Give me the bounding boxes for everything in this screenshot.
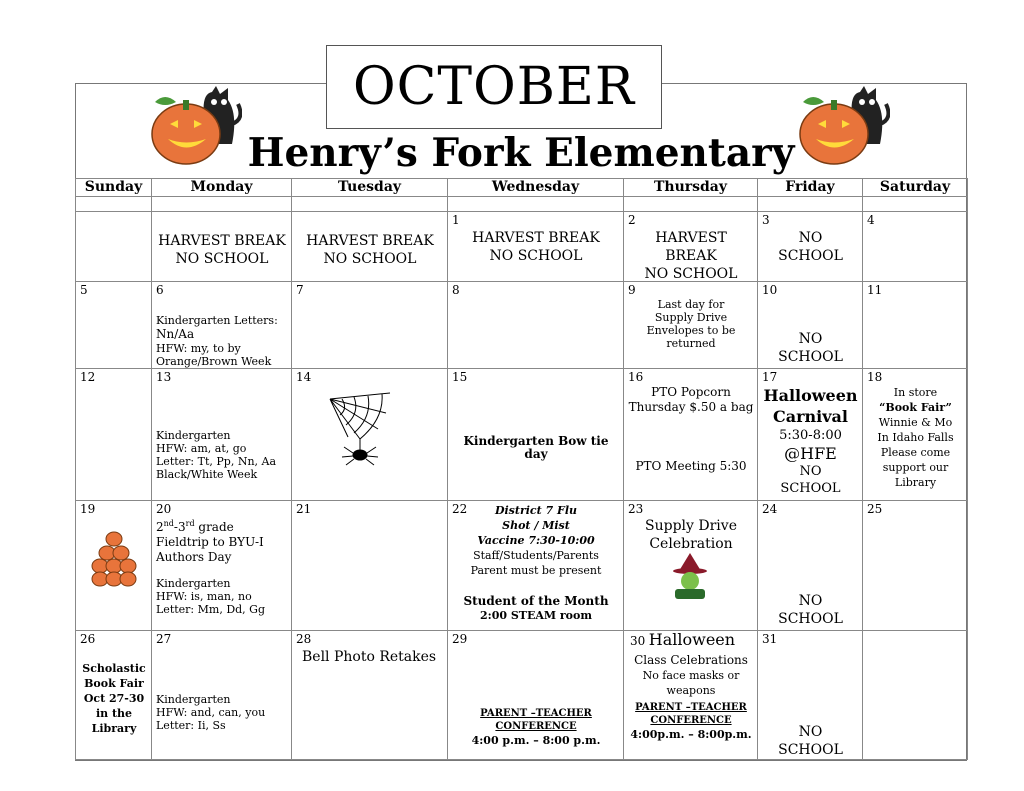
weekday-sunday: Sunday — [76, 179, 152, 197]
day-cell-empty — [863, 631, 968, 760]
day-cell — [152, 282, 292, 369]
event-text: NO — [798, 593, 823, 609]
day-cell — [76, 369, 152, 501]
day-number: 28 — [296, 632, 312, 646]
event-text: Kindergarten Bow tie day — [463, 434, 609, 461]
month-title-box — [326, 45, 662, 129]
day-number: 26 — [80, 632, 96, 646]
event-text: NO SCHOOL — [644, 266, 738, 282]
witch-icon — [669, 553, 711, 599]
day-number: 22 — [452, 502, 468, 516]
event-text: @HFE — [784, 444, 837, 463]
event-text: SCHOOL — [778, 248, 843, 264]
week-row — [76, 631, 968, 760]
day-number: 27 — [156, 632, 172, 646]
event-text: SCHOOL — [780, 481, 841, 496]
day-number: 20 — [156, 502, 172, 516]
event-text: Student of the Month — [463, 594, 609, 608]
day-cell — [76, 631, 152, 760]
event-text: Book Fair — [84, 677, 144, 690]
day-number: 2 — [628, 213, 636, 227]
day-number: 10 — [762, 283, 778, 297]
day-cell — [152, 631, 292, 760]
weekday-thursday: Thursday — [624, 179, 758, 197]
day-cell — [758, 212, 863, 282]
event-text: in the — [95, 707, 133, 720]
event-text: Fieldtrip to BYU-I — [156, 535, 264, 549]
event-text: 2nd-3rd grade — [156, 519, 234, 534]
day-number: 12 — [80, 370, 96, 384]
event-text: 4:00p.m. – 8:00p.m. — [630, 728, 752, 741]
event-text: PTO Meeting 5:30 — [635, 459, 747, 473]
event-text: HFW: my, to by — [156, 342, 241, 355]
event-text: Shot / Mist — [502, 519, 570, 532]
day-cell — [448, 501, 624, 631]
day-cell — [758, 501, 863, 631]
event-text: SCHOOL — [778, 349, 843, 365]
event-text: Letter: Mm, Dd, Gg — [156, 603, 265, 616]
event-text: In store — [893, 386, 938, 399]
pumpkin-stack-icon — [90, 529, 138, 587]
event-title: Halloween — [763, 386, 858, 405]
day-cell — [863, 212, 968, 282]
weekday-tuesday: Tuesday — [292, 179, 448, 197]
weekday-monday: Monday — [152, 179, 292, 197]
day-cell — [448, 212, 624, 282]
day-number: 25 — [867, 502, 883, 516]
day-cell — [758, 282, 863, 369]
event-text: returned — [666, 337, 716, 350]
day-cell — [152, 212, 292, 282]
event-text: HFW: is, man, no — [156, 590, 252, 603]
weekday-header-row — [76, 179, 968, 197]
day-cell — [863, 282, 968, 369]
day-number: 16 — [628, 370, 644, 384]
event-text: Kindergarten — [156, 693, 231, 706]
week-row — [76, 212, 968, 282]
day-cell — [292, 282, 448, 369]
event-text: Authors Day — [156, 550, 232, 564]
event-text: Scholastic — [82, 662, 146, 675]
event-text: weapons — [666, 684, 716, 697]
day-number: 18 — [867, 370, 883, 384]
event-text: Thursday $.50 a bag — [628, 400, 754, 414]
event-text: HARVEST — [655, 230, 727, 246]
event-text: Class Celebrations — [634, 653, 748, 667]
day-number: 13 — [156, 370, 172, 384]
event-text: Supply Drive — [654, 311, 728, 324]
event-text: NO — [799, 464, 822, 479]
event-title: Halloween — [648, 630, 736, 649]
day-cell — [624, 282, 758, 369]
day-number: 30 — [630, 634, 646, 648]
event-text: Oct 27-30 — [83, 692, 145, 705]
event-text: Library — [91, 722, 137, 735]
day-number: 5 — [80, 283, 88, 297]
event-text: NO SCHOOL — [489, 248, 583, 264]
event-text: NO SCHOOL — [323, 251, 417, 267]
event-text: In Idaho Falls — [877, 431, 954, 444]
day-number: 1 — [452, 213, 460, 227]
event-text: “Book Fair” — [879, 401, 952, 414]
day-cell — [863, 369, 968, 501]
day-cell — [448, 631, 624, 760]
event-text: SCHOOL — [778, 742, 843, 758]
day-cell — [624, 631, 758, 760]
event-text: Letter: Tt, Pp, Nn, Aa — [156, 455, 277, 468]
event-text: Kindergarten — [156, 577, 231, 590]
event-text: No face masks or — [642, 669, 740, 682]
school-name: Henry’s Fork Elementary — [247, 130, 795, 176]
month-title: OCTOBER — [352, 57, 636, 117]
day-cell — [292, 501, 448, 631]
day-cell — [863, 501, 968, 631]
day-number: 23 — [628, 502, 644, 516]
event-text: 4:00 p.m. – 8:00 p.m. — [471, 734, 601, 747]
event-text: Winnie & Mo — [878, 416, 953, 429]
day-cell — [152, 501, 292, 631]
event-text: NO — [798, 331, 823, 347]
event-text: Library — [894, 476, 937, 489]
pumpkin-cat-icon — [798, 84, 890, 168]
spider-web-icon — [320, 391, 396, 469]
day-number: 14 — [296, 370, 312, 384]
calendar-grid — [75, 178, 968, 760]
day-number: 19 — [80, 502, 96, 516]
day-number: 6 — [156, 283, 164, 297]
event-text: Parent must be present — [470, 564, 602, 577]
event-text: Nn/Aa — [156, 327, 195, 341]
day-number: 15 — [452, 370, 468, 384]
week-row — [76, 369, 968, 501]
event-text: PTO Popcorn — [651, 385, 731, 399]
event-text: Bell Photo Retakes — [302, 649, 437, 665]
pumpkin-cat-icon — [150, 84, 242, 168]
day-number: 11 — [867, 283, 883, 297]
event-text: Please come — [880, 446, 951, 459]
event-text: Vaccine 7:30-10:00 — [477, 534, 595, 547]
event-text: NO — [798, 724, 823, 740]
event-text: District 7 Flu — [494, 504, 578, 517]
day-cell — [292, 212, 448, 282]
event-text: PARENT –TEACHER — [635, 702, 747, 713]
day-cell — [448, 282, 624, 369]
event-text: HARVEST BREAK — [158, 233, 286, 249]
day-number: 31 — [762, 632, 778, 646]
day-cell — [448, 369, 624, 501]
event-text: CONFERENCE — [495, 721, 577, 732]
day-cell — [624, 501, 758, 631]
event-text: HFW: am, at, go — [156, 442, 247, 455]
event-text: CONFERENCE — [650, 715, 732, 726]
day-cell — [76, 282, 152, 369]
event-text: Black/White Week — [156, 468, 258, 481]
day-number: 7 — [296, 283, 304, 297]
event-text: Supply Drive — [645, 518, 737, 534]
event-title: Carnival — [773, 407, 848, 426]
day-cell — [624, 369, 758, 501]
weekday-wednesday: Wednesday — [448, 179, 624, 197]
event-text: Staff/Students/Parents — [473, 549, 599, 562]
event-text: BREAK — [665, 248, 717, 264]
day-number: 4 — [867, 213, 875, 227]
event-text: Celebration — [649, 536, 733, 552]
event-text: Last day for — [657, 298, 725, 311]
day-number: 9 — [628, 283, 636, 297]
day-number: 24 — [762, 502, 778, 516]
event-text: HARVEST BREAK — [306, 233, 434, 249]
event-text: Kindergarten Letters: — [156, 314, 278, 327]
event-text: Orange/Brown Week — [156, 355, 272, 368]
day-number: 21 — [296, 502, 312, 516]
event-text: Kindergarten — [156, 429, 231, 442]
event-text: 5:30-8:00 — [779, 428, 842, 443]
day-number: 29 — [452, 632, 468, 646]
weekday-friday: Friday — [758, 179, 863, 197]
event-text: support our — [882, 461, 949, 474]
day-cell — [758, 369, 863, 501]
event-text: Letter: Ii, Ss — [156, 719, 226, 732]
day-number: 8 — [452, 283, 460, 297]
day-cell — [758, 631, 863, 760]
event-text: Envelopes to be — [646, 324, 736, 337]
day-cell — [292, 369, 448, 501]
week-row — [76, 282, 968, 369]
spacer-row — [76, 197, 968, 212]
day-cell-empty — [76, 212, 152, 282]
event-text: NO SCHOOL — [175, 251, 269, 267]
event-text: PARENT –TEACHER — [480, 708, 592, 719]
day-number: 17 — [762, 370, 778, 384]
event-text: NO — [798, 230, 823, 246]
event-text: HARVEST BREAK — [472, 230, 600, 246]
event-text: 2:00 STEAM room — [479, 609, 592, 622]
day-cell — [624, 212, 758, 282]
event-text: SCHOOL — [778, 611, 843, 627]
day-number: 3 — [762, 213, 770, 227]
day-cell — [152, 369, 292, 501]
weekday-saturday: Saturday — [863, 179, 968, 197]
day-cell — [76, 501, 152, 631]
day-cell — [292, 631, 448, 760]
event-text: HFW: and, can, you — [156, 706, 266, 719]
week-row — [76, 501, 968, 631]
